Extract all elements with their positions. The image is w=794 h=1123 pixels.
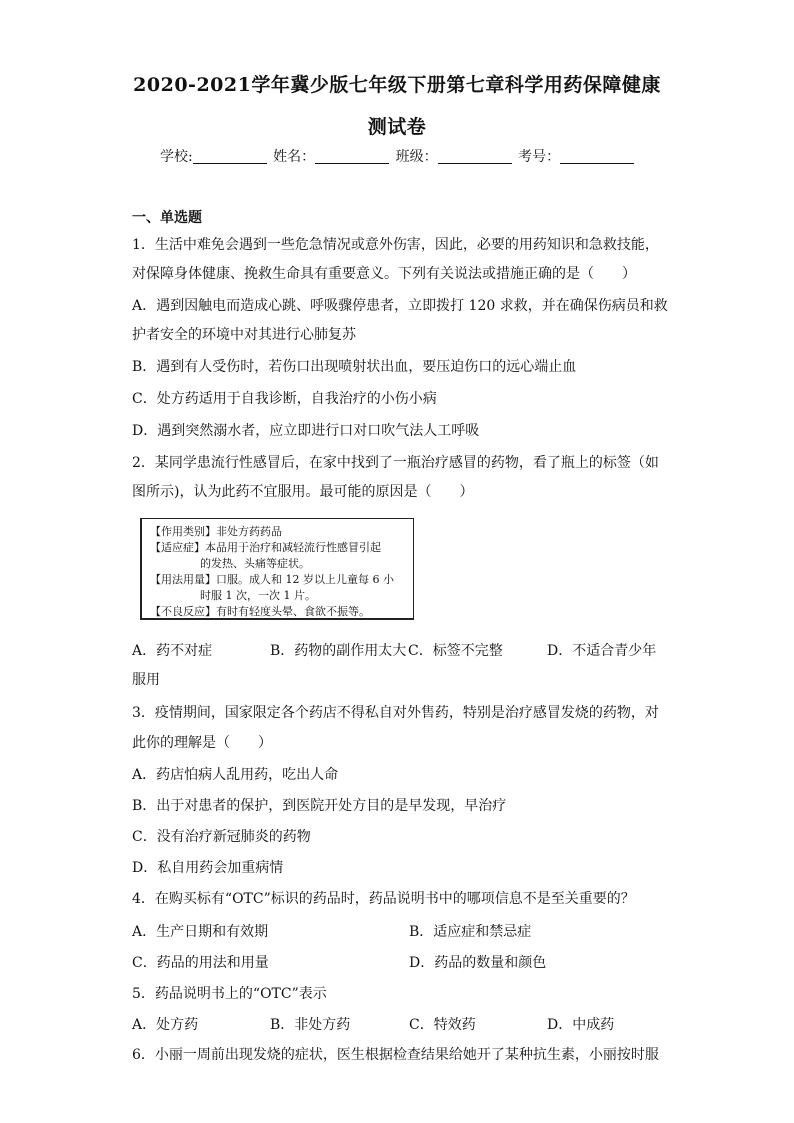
school-blank[interactable] [193,149,267,164]
q5-option-c: C．特效药 [409,1017,476,1033]
q1-stem-line2: 对保障身体健康、挽救生命具有重要意义。下列有关说法或措施正确的是（ ） [132,266,636,282]
q2-stem-line2: 图所示)，认为此药不宜服用。最可能的原因是（ ） [132,484,474,500]
label-dosage-cont: 时服 1 次，一次 1 片。 [200,589,316,602]
q2-option-d-cont: 服用 [132,672,160,688]
q1-option-c: C．处方药适用于自我诊断，自我治疗的小伤小病 [132,391,437,407]
q4-option-d: D．药品的数量和颜色 [409,955,547,971]
q1-option-d: D．遇到突然溺水者，应立即进行口对口吹气法人工呼吸 [132,423,480,439]
label-indication-cont: 的发热、头痛等症状。 [200,557,310,570]
q6-stem-line1: 6．小丽一周前出现发烧的症状，医生根据检查结果给她开了某种抗生素，小丽按时服 [132,1047,659,1063]
q2-stem-line1: 2．某同学患流行性感冒后，在家中找到了一瓶治疗感冒的药物，看了瓶上的标签（如 [132,455,659,471]
q3-option-d: D．私自用药会加重病情 [132,860,284,876]
class-blank[interactable] [438,149,512,164]
name-label: 姓名： [273,149,316,165]
q1-option-a-line1: A．遇到因触电而造成心跳、呼吸骤停患者，立即拨打 120 求救，并在确保伤病员和救 [132,298,668,314]
q4-option-c: C．药品的用法和用量 [132,955,269,971]
label-indication: 【适应症】本品用于治疗和减轻流行性感冒引起 [150,541,381,554]
q2-option-a: A．药不对症 [132,643,213,659]
q5-option-d: D．中成药 [547,1017,615,1033]
q3-stem-line1: 3．疫情期间，国家限定各个药店不得私自对外售药，特别是治疗感冒发烧的药物，对 [132,705,659,721]
medicine-label-figure [140,518,414,620]
label-side-effects: 【不良反应】有时有轻度头晕、食欲不振等。 [150,605,370,618]
q4-option-b: B．适应症和禁忌症 [409,924,532,940]
q1-stem-line1: 1．生活中难免会遇到一些危急情况或意外伤害，因此，必要的用药知识和急救技能， [132,237,659,253]
q2-option-c: C．标签不完整 [408,643,503,659]
q3-option-c: C．没有治疗新冠肺炎的药物 [132,829,311,845]
q3-option-b: B．出于对患者的保护，到医院开处方目的是早发现，早治疗 [132,798,507,814]
exam-title-line2: 测试卷 [367,116,427,138]
q1-option-b: B．遇到有人受伤时，若伤口出现喷射状出血，要压迫伤口的远心端止血 [132,359,577,375]
section-heading: 一、单选题 [132,210,202,226]
q3-stem-line2: 此你的理解是（ ） [132,735,272,751]
q5-stem: 5．药品说明书上的“OTC”表示 [132,986,327,1002]
q2-option-b: B．药物的副作用太大 [270,643,407,659]
q2-option-d: D．不适合青少年 [547,643,657,659]
q3-option-a: A．药店怕病人乱用药，吃出人命 [132,767,339,783]
q4-option-a: A．生产日期和有效期 [132,924,269,940]
q1-option-a-line2: 护者安全的环境中对其进行心肺复苏 [132,327,356,343]
name-blank[interactable] [315,149,389,164]
exam-number-label: 考号： [518,149,561,165]
student-info-row [160,146,636,166]
q5-option-b: B．非处方药 [270,1017,351,1033]
exam-number-blank[interactable] [560,149,634,164]
q4-stem: 4．在购买标有“OTC”标识的药品时，药品说明书中的哪项信息不是至关重要的？ [132,891,635,907]
label-category: 【作用类别】非处方药药品 [150,525,282,538]
exam-title-line1: 2020-2021学年冀少版七年级下册第七章科学用药保障健康 [133,74,661,96]
q5-option-a: A．处方药 [132,1017,199,1033]
label-dosage: 【用法用量】口服。成人和 12 岁以上儿童每 6 小 [150,573,394,586]
class-label: 班级： [395,149,438,165]
school-label: 学校: [160,149,193,165]
